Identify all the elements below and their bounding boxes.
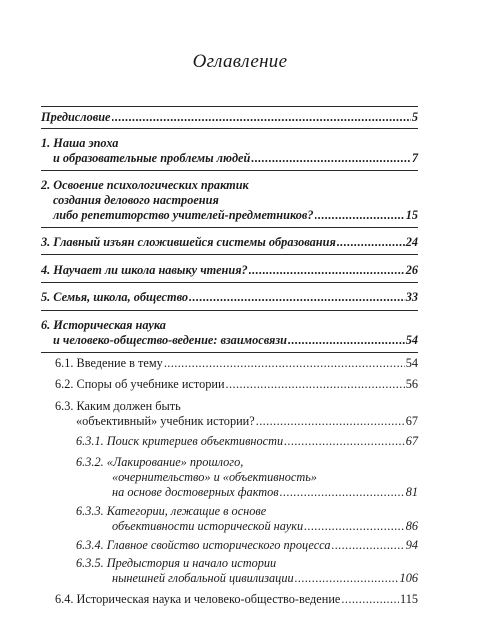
toc-line (112, 571, 418, 586)
toc-entry-title: 6.3.5. Предыстория и начало истории (76, 556, 277, 570)
toc-entry-title: 3. Главный изъян сложившейся системы образования (41, 235, 336, 249)
toc-line (76, 414, 418, 429)
toc-entry-title: на основе достоверных фактов (112, 485, 279, 499)
toc-line (41, 263, 418, 278)
dot-leader (284, 434, 405, 449)
toc-entry-title: 6.3.1. Поиск критериев объективности (76, 434, 284, 448)
dot-leader (341, 592, 399, 607)
toc-page-number: 24 (405, 235, 418, 249)
toc-line (41, 290, 418, 305)
toc-line (53, 208, 418, 223)
dot-leader (315, 208, 405, 223)
dot-leader (164, 356, 405, 371)
toc-entry-title: нынешней глобальной цивилизации (112, 571, 294, 585)
toc-entry-title: 6.3.2. «Лакирование» прошлого, (76, 455, 244, 469)
section-divider (41, 170, 418, 171)
toc-page-number: 67 (405, 434, 418, 448)
toc-line (53, 151, 418, 166)
dot-leader (256, 414, 405, 429)
section-divider (41, 128, 418, 129)
toc-entry-title: «очернительство» и «объективность» (112, 470, 317, 484)
dot-leader (337, 235, 405, 250)
toc-page-number: 54 (405, 356, 418, 370)
toc-line (53, 333, 418, 348)
toc-page-number: 5 (411, 110, 418, 124)
toc-line (76, 434, 418, 449)
section-divider (41, 282, 418, 283)
toc-page-number: 26 (405, 263, 418, 277)
toc-entry-title: 5. Семья, школа, общество (41, 290, 189, 304)
toc-line (55, 377, 418, 392)
toc-page-number: 15 (405, 208, 418, 222)
dot-leader (226, 377, 405, 392)
toc-line (76, 504, 266, 519)
dot-leader (249, 263, 405, 278)
toc-line (41, 318, 166, 333)
toc-entry-title: 6.1. Введение в тему (55, 356, 163, 370)
toc-entry-title: 6.2. Споры об учебнике истории (55, 377, 225, 391)
toc-entry-title: Предисловие (41, 110, 111, 124)
section-divider (41, 310, 418, 311)
toc-entry-title: 6. Историческая наука (41, 318, 166, 332)
toc-line (41, 110, 418, 125)
dot-leader (251, 151, 410, 166)
section-divider (41, 352, 418, 353)
dot-leader (189, 290, 405, 305)
toc-entry-title: 6.4. Историческая наука и человеко-общество-ведение (55, 592, 341, 606)
toc-entry-title: 6.3.3. Категории, лежащие в основе (76, 504, 267, 518)
section-divider (41, 227, 418, 228)
toc-entry-title: объективности исторической науки (112, 519, 304, 533)
toc-entry-title: и образовательные проблемы людей (53, 151, 251, 165)
toc-line (55, 399, 181, 414)
page-title: Оглавление (192, 51, 288, 72)
toc-page-number: 94 (405, 538, 418, 552)
toc-entry-title: 6.3.4. Главное свойство исторического процесса (76, 538, 331, 552)
toc-line (53, 193, 219, 208)
toc-entry-title: 2. Освоение психологических практик (41, 178, 249, 192)
toc-entry-title: создания делового настроения (53, 193, 219, 207)
dot-leader (288, 333, 405, 348)
toc-entry-title: и человеко-общество-ведение: взаимосвязи (53, 333, 288, 347)
toc-page-number: 7 (411, 151, 418, 165)
toc-page-number: 54 (405, 333, 418, 347)
dot-leader (112, 110, 411, 125)
section-divider (41, 254, 418, 255)
toc-entry-title: 6.3. Каким должен быть (55, 399, 181, 413)
dot-leader (331, 538, 404, 553)
toc-line (41, 235, 418, 250)
toc-page-number: 81 (405, 485, 418, 499)
toc-entry-title: 4. Научает ли школа навыку чтения? (41, 263, 248, 277)
toc-line (76, 538, 418, 553)
toc-line (55, 356, 418, 371)
toc-entry-title: 1. Наша эпоха (41, 136, 119, 150)
section-divider (41, 106, 418, 107)
toc-line (112, 470, 317, 485)
toc-page-number: 106 (399, 571, 418, 585)
toc-page-number: 67 (405, 414, 418, 428)
toc-line (41, 136, 118, 151)
toc-line (55, 592, 418, 607)
toc-page-number: 56 (405, 377, 418, 391)
dot-leader (304, 519, 405, 534)
toc-line (112, 485, 418, 500)
toc-entry-title: либо репетиторство учителей-предметников? (53, 208, 314, 222)
toc-page-number: 33 (405, 290, 418, 304)
toc-line (76, 455, 243, 470)
toc-page-number: 115 (400, 592, 418, 606)
toc-line (76, 556, 276, 571)
toc-line (112, 519, 418, 534)
toc-line (41, 178, 249, 193)
dot-leader (280, 485, 405, 500)
dot-leader (295, 571, 399, 586)
toc-entry-title: «объективный» учебник истории? (76, 414, 255, 428)
toc-page-number: 86 (405, 519, 418, 533)
